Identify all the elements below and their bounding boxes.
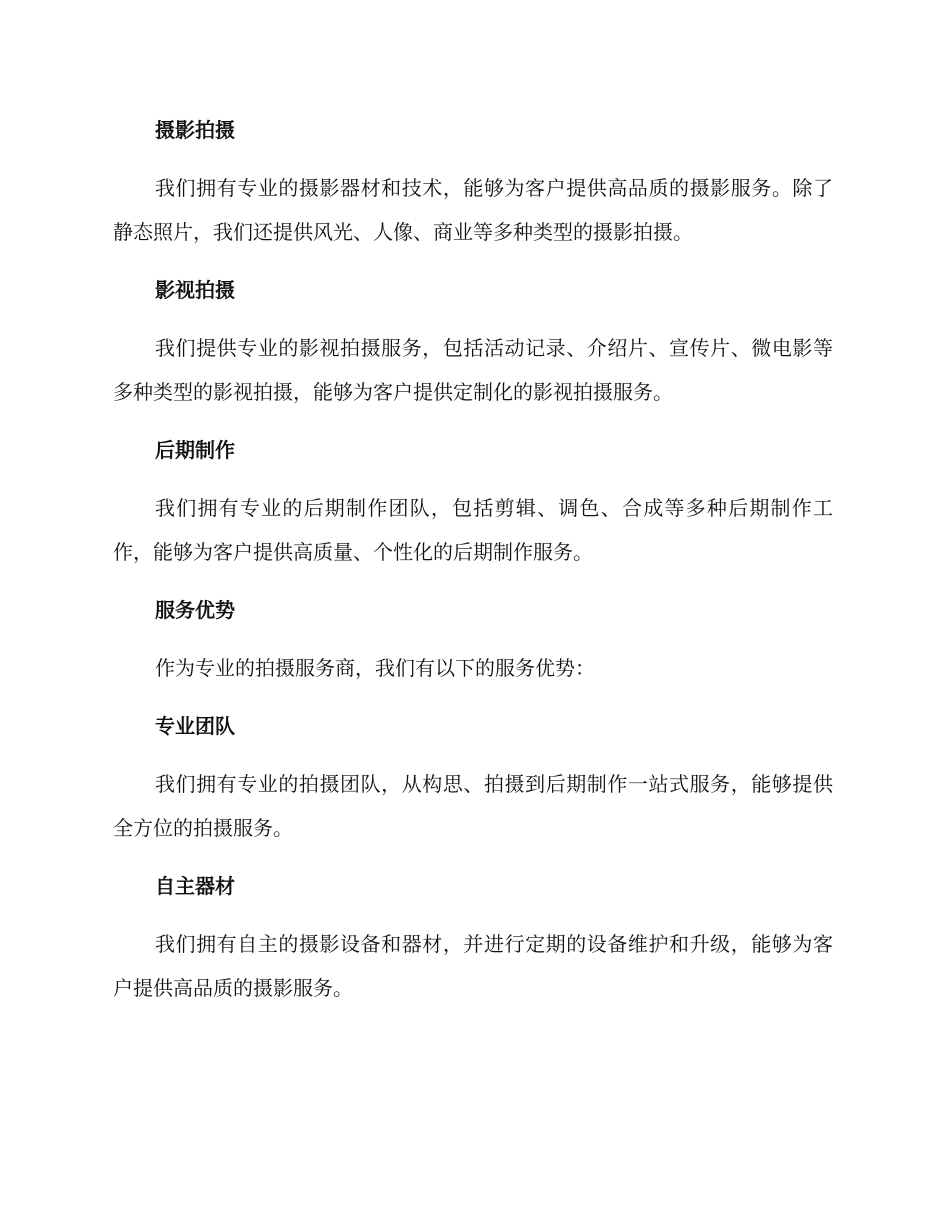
section-paragraph-advantages: 作为专业的拍摄服务商，我们有以下的服务优势：	[155, 656, 595, 680]
section-heading-advantages: 服务优势	[155, 598, 235, 622]
section-paragraph-team: 我们拥有专业的拍摄团队，从构思、拍摄到后期制作一站式服务，能够提供全方位的拍摄服务。	[113, 772, 833, 840]
section-paragraph-photography: 我们拥有专业的摄影器材和技术，能够为客户提供高品质的摄影服务。除了静态照片，我们还提供风光、人像、商业等多种类型的摄影拍摄。	[113, 176, 833, 244]
document-body	[113, 108, 833, 1024]
section-heading-team: 专业团队	[155, 714, 235, 738]
section-heading-post-production: 后期制作	[155, 438, 235, 462]
section-heading-video: 影视拍摄	[155, 278, 235, 302]
section-paragraph-video: 我们提供专业的影视拍摄服务，包括活动记录、介绍片、宣传片、微电影等多种类型的影视拍摄，能够为客户提供定制化的影视拍摄服务。	[113, 336, 833, 404]
section-heading-equipment: 自主器材	[155, 874, 235, 898]
section-heading-photography: 摄影拍摄	[155, 118, 235, 142]
section-paragraph-post-production: 我们拥有专业的后期制作团队，包括剪辑、调色、合成等多种后期制作工作，能够为客户提供高质量、个性化的后期制作服务。	[113, 496, 833, 564]
section-paragraph-equipment: 我们拥有自主的摄影设备和器材，并进行定期的设备维护和升级，能够为客户提供高品质的摄影服务。	[113, 932, 833, 1000]
